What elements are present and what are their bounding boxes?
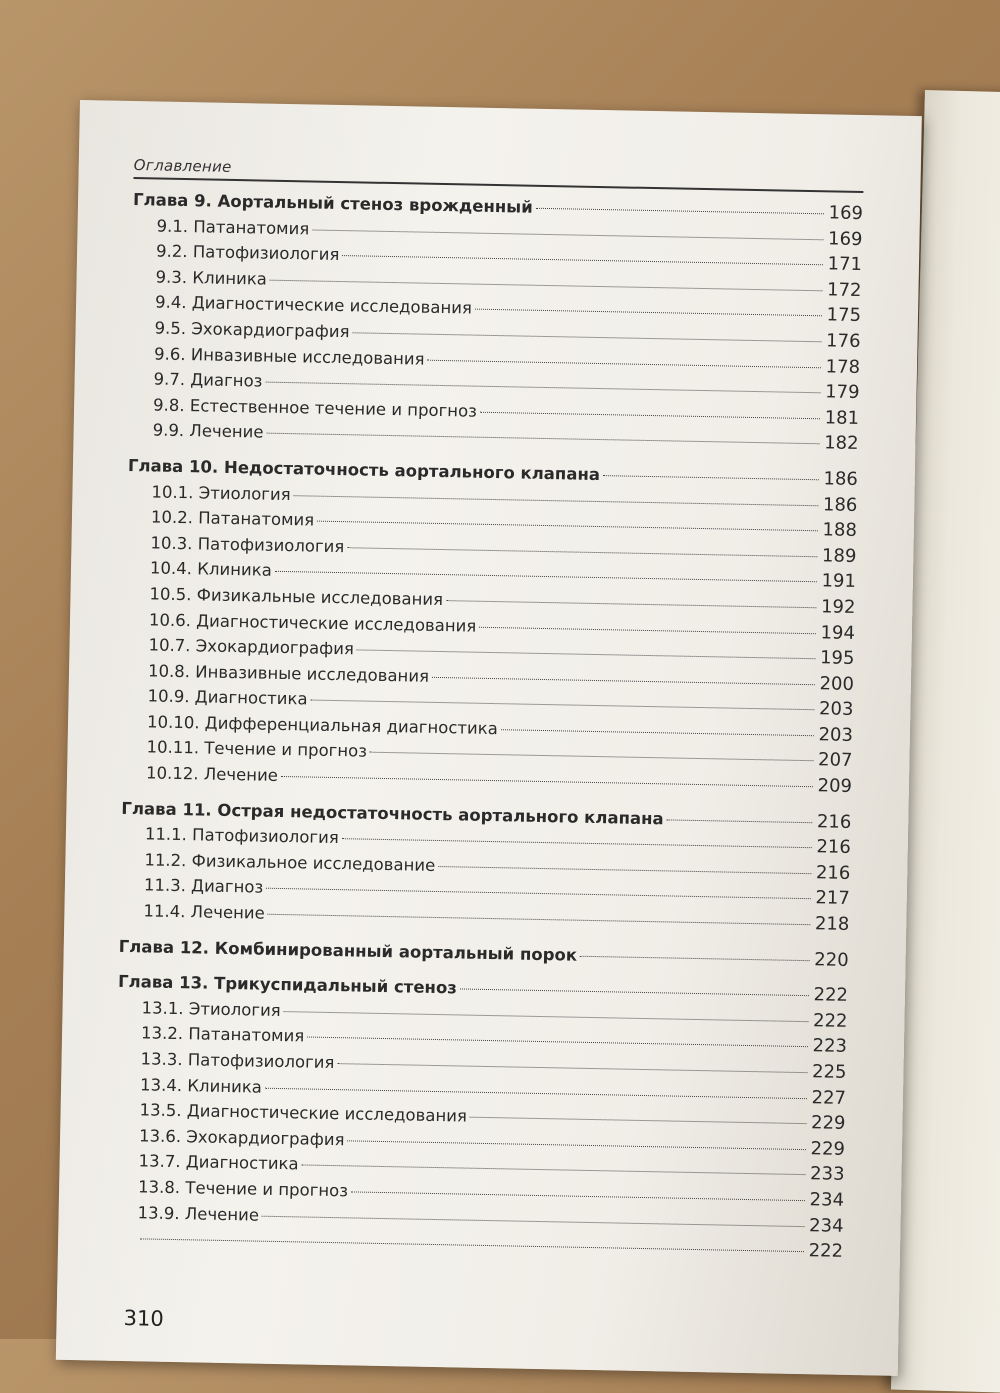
page-number: 169	[827, 227, 863, 250]
entry-title: 9.9. Лечение	[152, 420, 264, 442]
entry-title: 10.12. Лечение	[145, 763, 279, 785]
entry-title: 10.7. Эхокардиография	[148, 635, 355, 659]
entry-title: 10.9. Диагностика	[147, 686, 308, 709]
page-number: 229	[810, 1112, 846, 1135]
dot-leader	[337, 1063, 807, 1073]
dot-leader	[284, 1011, 809, 1022]
page-number: 216	[816, 810, 852, 833]
dot-leader	[347, 547, 817, 557]
dot-leader	[266, 433, 819, 445]
dot-leader	[438, 866, 811, 874]
page-number: 234	[809, 1189, 845, 1211]
entry-title: 9.5. Эхокардиография	[154, 318, 350, 342]
page-number: 191	[821, 570, 857, 593]
entry-title: 13.2. Патанатомия	[140, 1023, 305, 1046]
dot-leader	[302, 1165, 806, 1176]
folio-page-number: 310	[123, 1306, 164, 1331]
dot-leader	[446, 600, 816, 608]
page-number: 188	[822, 519, 858, 542]
dot-leader	[281, 776, 813, 787]
chapter-title: Глава 13. Трикуспидальный стеноз	[117, 972, 458, 998]
entry-title: 13.4. Клиника	[139, 1074, 263, 1097]
book-page	[56, 100, 922, 1376]
entry-title: 11.1. Патофизиология	[144, 824, 339, 848]
dot-leader	[294, 495, 819, 506]
page-number: 234	[808, 1214, 844, 1237]
dot-leader	[268, 914, 811, 925]
page-number: 195	[819, 647, 855, 670]
entry-title: 10.3. Патофизиология	[150, 533, 345, 556]
dot-leader	[432, 677, 815, 685]
dot-leader	[470, 1117, 807, 1124]
entry-title: 9.8. Естественное течение и прогноз	[152, 395, 478, 421]
chapter-title: Глава 11. Острая недостаточность аортального клапана	[121, 798, 664, 828]
entry-title: 13.1. Этиология	[141, 998, 281, 1020]
page-number: 217	[815, 887, 851, 910]
chapter-heading	[118, 936, 848, 976]
page-number: 203	[818, 724, 854, 746]
entry-title: 10.11. Течение и прогноз	[146, 737, 368, 762]
dot-leader	[428, 359, 821, 368]
page-number: 222	[812, 1010, 848, 1032]
page-number: 186	[822, 493, 858, 516]
chapter-title: Глава 10. Недостаточность аортального клапана	[127, 455, 601, 484]
entry-title: 13.8. Течение и прогноз	[137, 1177, 349, 1201]
dot-leader	[342, 255, 823, 265]
dot-leader	[307, 1037, 808, 1048]
page-number: 181	[824, 407, 860, 429]
page-number: 182	[823, 432, 859, 455]
dot-leader	[580, 955, 810, 960]
dot-leader	[266, 888, 811, 899]
page-number: 216	[816, 836, 851, 859]
entry-title: 10.1. Этиология	[151, 481, 291, 504]
page-number: 189	[821, 545, 857, 567]
page-number: 178	[825, 355, 861, 378]
entry-title: 9.6. Инвазивные исследования	[153, 344, 425, 369]
chapter-10	[122, 455, 858, 802]
entry-title: 11.2. Физикальное исследование	[144, 850, 436, 875]
dot-leader	[311, 700, 815, 711]
entry-title: 9.4. Диагностические исследования	[154, 292, 473, 318]
dot-leader	[460, 989, 809, 997]
dot-leader	[667, 819, 813, 823]
entry-title: 13.3. Патофизиология	[140, 1049, 335, 1073]
dot-leader	[351, 1191, 805, 1201]
running-head: Оглавление	[133, 156, 863, 193]
page-number: 172	[826, 279, 862, 301]
page-number: 225	[811, 1061, 847, 1083]
dot-leader	[603, 475, 819, 480]
dot-leader	[262, 1215, 805, 1226]
page-number: 207	[817, 749, 853, 772]
page-number: 176	[825, 330, 861, 352]
page-number: 194	[820, 621, 856, 644]
page-number: 233	[809, 1163, 845, 1186]
entry-title: 13.6. Эхокардиография	[138, 1126, 345, 1150]
page-number: 222	[808, 1240, 844, 1263]
dot-leader	[480, 411, 820, 419]
page-number: 203	[818, 698, 854, 721]
dot-leader	[265, 382, 820, 394]
dot-leader	[342, 838, 812, 848]
entry-title: 10.10. Дифференциальная диагностика	[146, 712, 499, 739]
page-number: 222	[813, 984, 849, 1007]
chapter-13	[113, 971, 848, 1266]
entry-title: 10.4. Клиника	[149, 558, 272, 581]
dot-leader	[275, 571, 817, 582]
entry-title: 10.8. Инвазивные исследования	[147, 661, 430, 686]
dot-leader	[357, 650, 816, 660]
entry-title: 9.2. Патофизиология	[155, 241, 340, 265]
page-number: 192	[820, 596, 856, 618]
dot-leader	[140, 1239, 804, 1253]
page-number: 200	[819, 672, 855, 695]
entry-title: 9.7. Диагноз	[153, 369, 263, 391]
dot-leader	[265, 1087, 807, 1098]
dot-leader	[475, 309, 822, 317]
dot-leader	[536, 208, 824, 215]
entry-title: 9.1. Патанатомия	[156, 216, 310, 239]
entry-title: 10.2. Патанатомия	[150, 507, 315, 530]
entry-title: 13.9. Лечение	[137, 1202, 260, 1225]
page-number: 179	[824, 381, 860, 404]
entry-title: 9.3. Клиника	[155, 267, 268, 289]
dot-leader	[479, 626, 816, 633]
page-number: 220	[814, 948, 849, 971]
entry-title: 11.4. Лечение	[143, 901, 265, 923]
page-number: 171	[827, 253, 863, 276]
table-of-contents	[113, 156, 864, 1331]
dot-leader	[312, 229, 823, 240]
dot-leader	[501, 729, 814, 736]
entry-title: 13.5. Диагностические исследования	[139, 1100, 468, 1126]
page-number: 209	[817, 775, 853, 798]
page-number: 175	[826, 304, 862, 327]
dot-leader	[270, 279, 823, 291]
entry-title: 11.3. Диагноз	[143, 875, 264, 898]
page-number: 169	[828, 202, 864, 225]
chapter-11	[119, 798, 851, 940]
entry-title: 13.7. Диагностика	[138, 1151, 299, 1174]
page-number: 218	[814, 913, 850, 935]
page-number: 227	[811, 1086, 847, 1109]
entry-title: 10.6. Диагностические исследования	[148, 609, 477, 636]
page-number: 229	[810, 1138, 846, 1160]
dot-leader	[317, 521, 818, 532]
entry-title: 10.5. Физикальные исследования	[149, 584, 444, 609]
dot-leader	[347, 1140, 806, 1150]
chapter-title: Глава 12. Комбинированный аортальный порок	[118, 936, 578, 965]
chapter-title: Глава 9. Аортальный стеноз врожденный	[132, 190, 533, 217]
dot-leader	[370, 752, 814, 762]
dot-leader	[352, 332, 821, 342]
chapter-9	[128, 189, 863, 459]
chapter-12	[118, 936, 848, 976]
page-number: 216	[815, 862, 851, 884]
page-number: 186	[823, 468, 859, 490]
page-number: 223	[812, 1035, 848, 1058]
